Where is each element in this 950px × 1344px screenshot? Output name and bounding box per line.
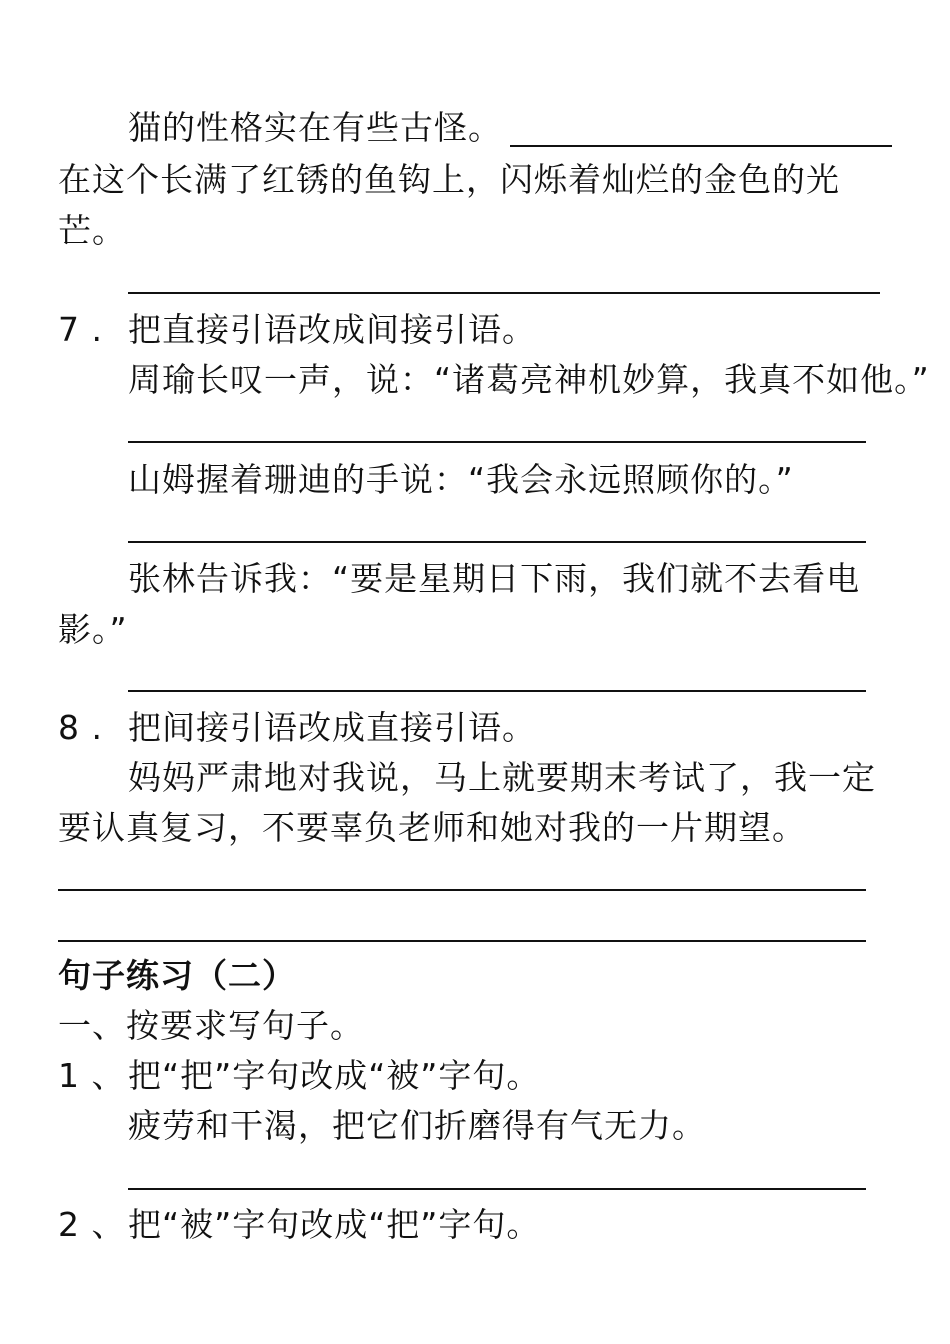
q7-number: 7 . [58,310,103,349]
part2-q2-instruction: 把“被”字句改成“把”字句。 [128,1205,541,1244]
part2-q1-sentence: 疲劳和干渴，把它们折磨得有气无力。 [128,1106,706,1145]
answer-line-q8-1[interactable] [58,889,866,891]
answer-line-q8-2[interactable] [58,940,866,942]
q8-instruction: 把间接引语改成直接引语。 [128,708,536,747]
q8-heading [58,708,536,748]
q8-number: 8 . [58,708,103,747]
q7-sentence-1: 周瑜长叹一声，说：“诸葛亮神机妙算，我真不如他。” [128,360,930,399]
part2-q2-heading [58,1205,540,1245]
part2-q1-heading [58,1056,540,1096]
sentence-cat: 猫的性格实在有些古怪。 [128,108,502,147]
answer-line-hook[interactable] [128,292,880,294]
answer-line-q7-3[interactable] [128,690,866,692]
answer-line-q7-2[interactable] [128,541,866,543]
sentence-hook-line1: 在这个长满了红锈的鱼钩上，闪烁着灿烂的金色的光 [58,160,840,199]
q8-sentence-line1: 妈妈严肃地对我说，马上就要期末考试了，我一定 [128,758,876,797]
q7-instruction: 把直接引语改成间接引语。 [128,310,536,349]
answer-line-q7-1[interactable] [128,441,866,443]
part2-section-heading: 一、按要求写句子。 [58,1006,364,1045]
q7-sentence-3-line2: 影。” [58,610,128,649]
part2-q2-number: 2 、 [58,1205,126,1244]
q7-sentence-2: 山姆握着珊迪的手说：“我会永远照顾你的。” [128,460,794,499]
q7-sentence-3-line1: 张林告诉我：“要是星期日下雨，我们就不去看电 [128,559,861,598]
answer-line-cat[interactable] [510,145,892,147]
q8-sentence-line2: 要认真复习，不要辜负老师和她对我的一片期望。 [58,808,806,847]
sentence-hook-line2: 芒。 [58,211,126,250]
part2-title: 句子练习（二） [58,956,296,995]
part2-q1-instruction: 把“把”字句改成“被”字句。 [128,1056,541,1095]
q7-heading [58,310,536,350]
answer-line-part2-q1[interactable] [128,1188,866,1190]
part2-q1-number: 1 、 [58,1056,126,1095]
